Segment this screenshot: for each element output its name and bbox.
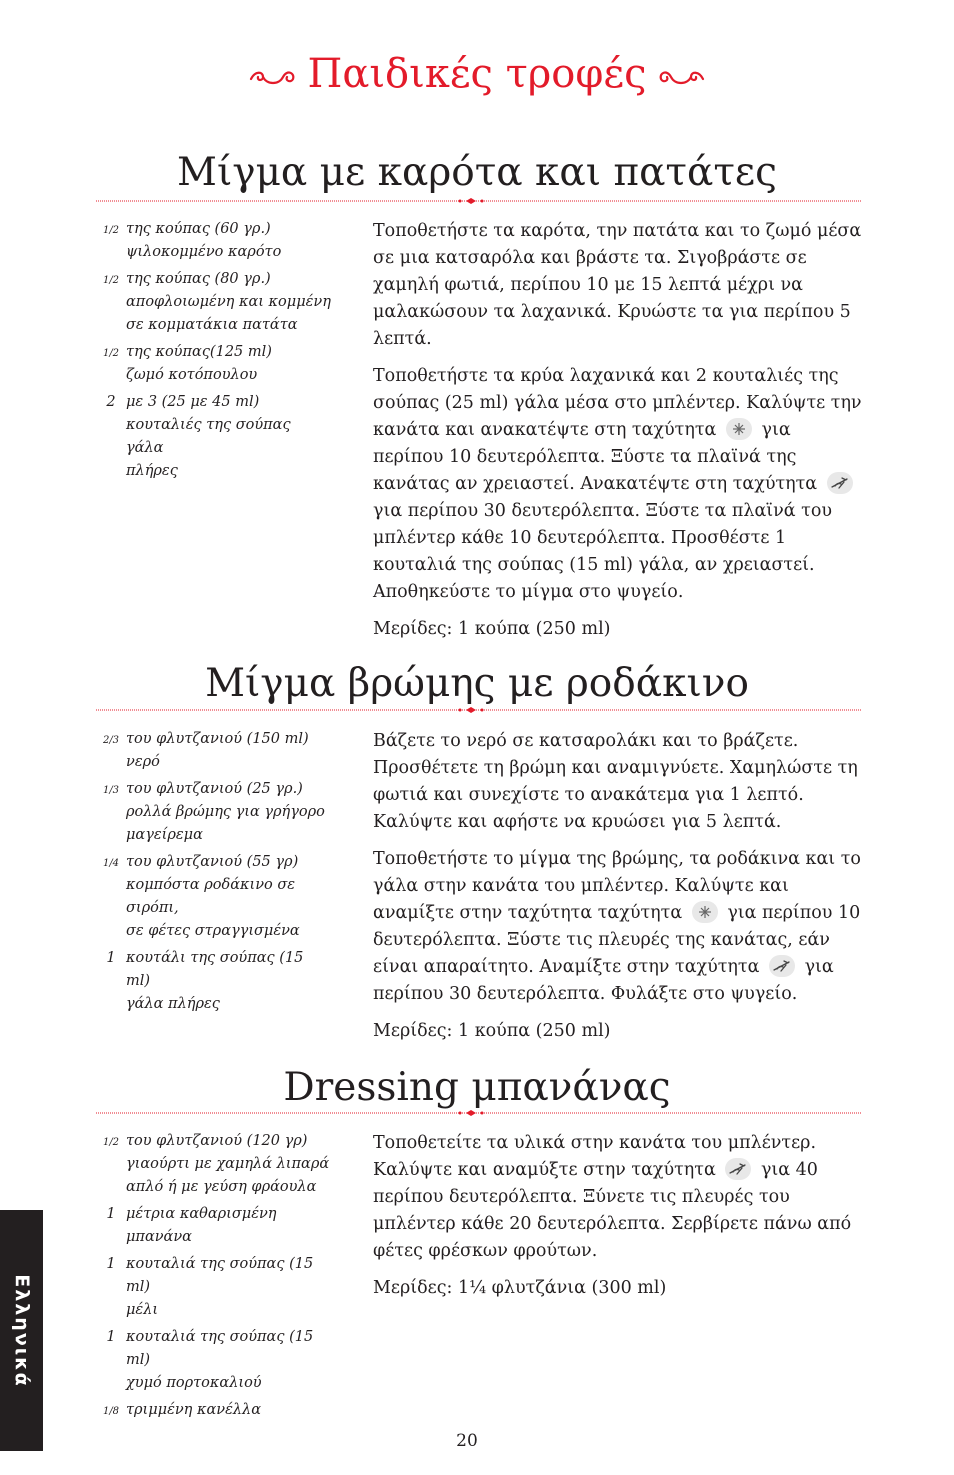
- method-text: [373, 728, 865, 1055]
- ingredient-quantity: 1/4: [102, 858, 120, 869]
- scroll-ornament-left-icon: [249, 67, 297, 87]
- servings: Μερίδες: 1¼ φλυτζάνια (300 ml): [373, 1278, 667, 1298]
- ingredient-item: 1 κουταλιά της σούπας (15 ml) μέλι: [96, 1253, 332, 1322]
- method-paragraph: Βάζετε το νερό σε κατσαρολάκι και το βράζετε. Προσθέτετε τη βρώμη και αναμιγνύετε. Χαμηλώστε τη φωτιά και συνεχίστε το ανακάτεμα για 1 λεπτό. Καλύψτε και αφήστε να κρυώσει για 5 λεπτά.: [373, 731, 858, 832]
- ingredient-quantity: 1/2: [102, 1137, 120, 1148]
- ingredient-quantity: 1/2: [102, 225, 120, 236]
- ingredient-quantity: 1/2: [102, 275, 120, 286]
- ingredient-list: [96, 1130, 332, 1427]
- ingredient-quantity: 2: [106, 394, 116, 410]
- method-paragraph: Τοποθετείτε τα υλικά στην κανάτα του μπλέντερ. Καλύψτε και αναμύξτε στην ταχύτητα για 40 περίπου δευτερόλεπτα. Ξύνετε τις πλευρές του μπλέντερ κάθε 20 δευτερόλεπτα. Σερβίρετε πάνω από φέτες φρέσκων φρούτων.: [373, 1133, 852, 1261]
- ingredient-item: 1/8 τριμμένη κανέλλα: [96, 1399, 332, 1423]
- page-number: 20: [456, 1431, 478, 1451]
- ingredient-quantity: 1/2: [102, 348, 120, 359]
- servings: Μερίδες: 1 κούπα (250 ml): [373, 1021, 611, 1041]
- ingredient-item: 1/2 της κούπας(125 ml) ζωμό κοτόπουλου: [96, 341, 332, 387]
- ingredient-item: 1 κουταλιά της σούπας (15 ml) χυμό πορτοκαλιού: [96, 1326, 332, 1395]
- puree-speed-icon: [827, 472, 853, 494]
- ingredient-item: 2/3 του φλυτζανιού (150 ml) νερό: [96, 728, 332, 774]
- chapter-heading: [0, 48, 954, 100]
- recipe-title: Dressing μπανάνας: [283, 1065, 671, 1110]
- ingredient-quantity: 1: [106, 1256, 116, 1272]
- stir-speed-icon: [692, 901, 718, 923]
- method-paragraph: Τοποθετήστε το μίγμα της βρώμης, τα ροδάκινα και το γάλα στην κανάτα του μπλέντερ. Καλύψτε και αναμίξτε στην ταχύτητα ταχύτητα για περίπου 10 δευτερόλεπτα. Ξύστε τις πλευρές της κανάτας, εάν είναι απαραίτητο. Αναμίξτε στην ταχύτητα για περίπου 30 δευτερόλεπτα. Φυλάξτε στο ψυγείο.: [373, 849, 861, 1004]
- ingredient-quantity: 1/8: [102, 1406, 120, 1417]
- scroll-ornament-right-icon: [657, 67, 705, 87]
- ingredient-list: [96, 728, 332, 1020]
- ingredient-quantity: 1: [106, 950, 116, 966]
- ingredient-quantity: 2/3: [102, 735, 120, 746]
- servings: Μερίδες: 1 κούπα (250 ml): [373, 619, 611, 639]
- recipe-title: Μίγμα βρώμης με ροδάκινο: [205, 661, 749, 706]
- chapter-title: Παιδικές τροφές: [307, 51, 647, 97]
- divider-rule: [96, 704, 862, 716]
- ingredient-quantity: 1: [106, 1206, 116, 1222]
- divider-rule: [96, 195, 862, 207]
- ingredient-item: 1/4 του φλυτζανιού (55 γρ) κομπόστα ροδάκινο σε σιρόπι, σε φέτες στραγγισμένα: [96, 851, 332, 943]
- puree-speed-icon: [725, 1158, 751, 1180]
- stir-speed-icon: [726, 418, 752, 440]
- ingredient-item: 1/2 της κούπας (80 γρ.) αποφλοιωμένη και κομμένη σε κομματάκια πατάτα: [96, 268, 332, 337]
- puree-speed-icon: [769, 955, 795, 977]
- ingredient-list: [96, 218, 332, 487]
- divider-rule: [96, 1107, 862, 1119]
- method-paragraph: Τοποθετήστε τα κρύα λαχανικά και 2 κουταλιές της σούπας (25 ml) γάλα μέσα στο μπλέντερ. Καλύψτε την κανάτα και ανακατέψτε στη ταχύτητα για περίπου 10 δευτερόλεπτα. Ξύστε τα πλαϊνά της κανάτας αν χρειαστεί. Ανακατέψτε στη ταχύτητα για περίπου 30 δευτερόλεπτα. Ξύστε τα πλαϊνά του μπλέντερ κάθε 10 δευτερόλεπτα. Προσθέστε 1 κουταλιά της σούπας (15 ml) γάλα, αν χρειαστεί. Αποθηκεύστε το μίγμα στο ψυγείο.: [373, 366, 862, 602]
- ingredient-item: 1 μέτρια καθαρισμένη μπανάνα: [96, 1203, 332, 1249]
- ingredient-item: 1/2 της κούπας (60 γρ.) ψιλοκομμένο καρότο: [96, 218, 332, 264]
- ingredient-item: 2 με 3 (25 με 45 ml) κουταλιές της σούπας γάλα πλήρες: [96, 391, 332, 483]
- language-tab: [0, 1210, 43, 1451]
- ingredient-item: 1/2 του φλυτζανιού (120 γρ) γιαούρτι με χαμηλά λιπαρά απλό ή με γεύση φράουλα: [96, 1130, 332, 1199]
- ingredient-quantity: 1: [106, 1329, 116, 1345]
- ingredient-quantity: 1/3: [102, 785, 120, 796]
- method-paragraph: Τοποθετήστε τα καρότα, την πατάτα και το ζωμό μέσα σε μια κατσαρόλα και βράστε τα. Σιγοβράστε σε χαμηλή φωτιά, περίπου 10 με 15 λεπτά μέχρι να μαλακώσουν τα λαχανικά. Κρυώστε τα για περίπου 5 λεπτά.: [373, 221, 862, 349]
- language-tab-label: Ελληνικά: [10, 1273, 33, 1388]
- method-text: [373, 1130, 865, 1312]
- method-text: [373, 218, 865, 653]
- ingredient-item: 1/3 του φλυτζανιού (25 γρ.) ρολλά βρώμης για γρήγορο μαγείρεμα: [96, 778, 332, 847]
- recipe-title: Μίγμα με καρότα και πατάτες: [177, 150, 777, 195]
- ingredient-item: 1 κουτάλι της σούπας (15 ml) γάλα πλήρες: [96, 947, 332, 1016]
